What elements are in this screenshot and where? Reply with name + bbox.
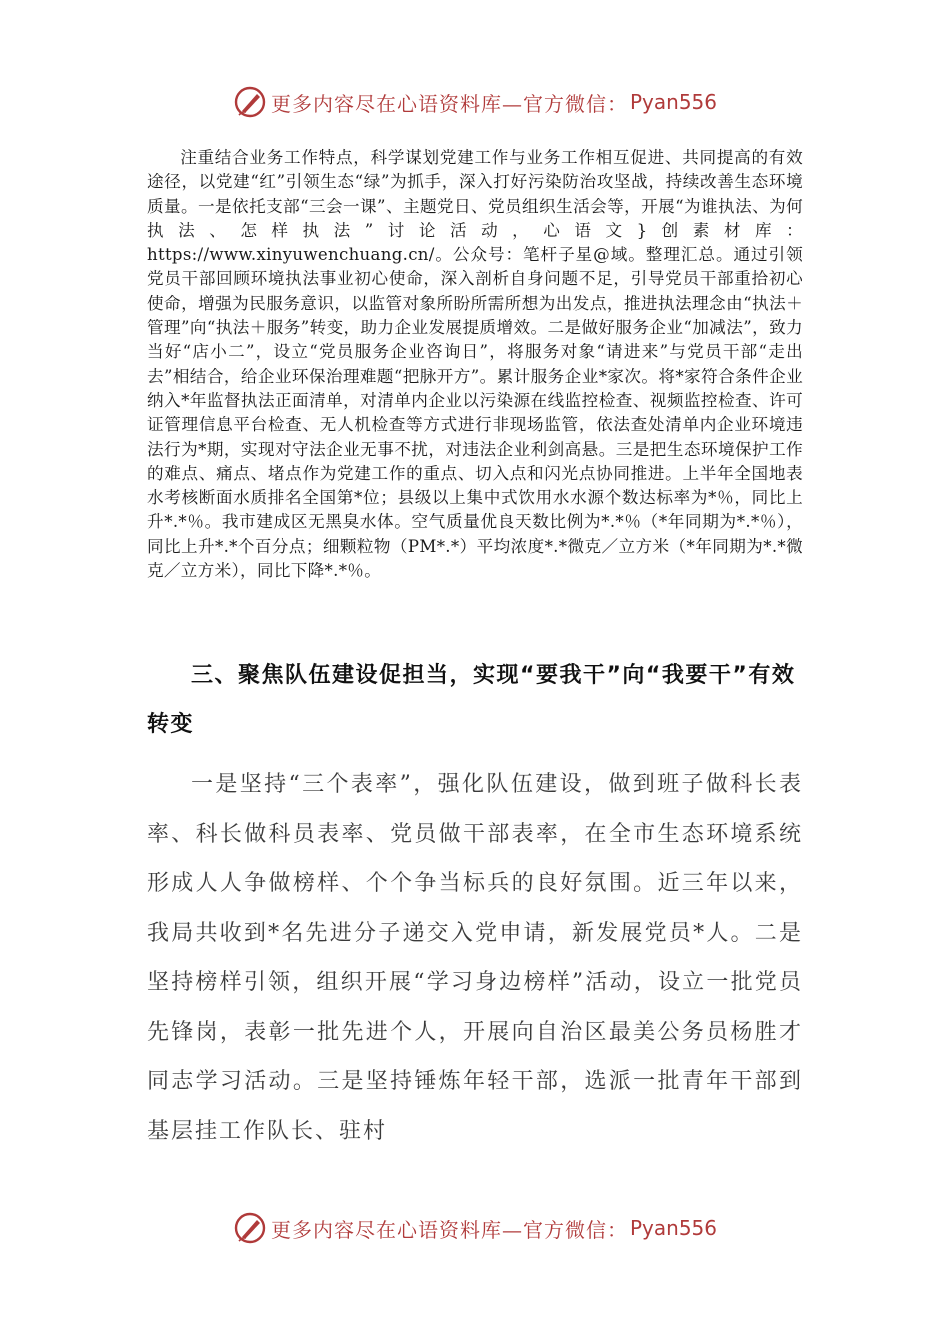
- section-heading: 三、聚焦队伍建设促担当，实现“要我干”向“我要干”有效转变: [147, 663, 796, 737]
- quill-pen-circle-icon: [233, 1211, 267, 1245]
- footer-wechat-id: Pyan556: [629, 1216, 717, 1240]
- header-wechat-id: Pyan556: [629, 90, 717, 114]
- footer-banner: [0, 1208, 950, 1248]
- section-paragraph: 一是坚持“三个表率”，强化队伍建设，做到班子做科长表率、科长做科员表率、党员做干部表率，在全市生态环境系统形成人人争做榜样、个个争当标兵的良好氛围。近三年以来，我局共收到*名先进分子递交入党申请，新发展党员*人。二是坚持榜样引领，组织开展“学习身边榜样”活动，设立一批党员先锋岗，表彰一批先进个人，开展向自治区最美公务员杨胜才同志学习活动。三是坚持锤炼年轻干部，选派一批青年干部到基层挂工作队长、驻村: [147, 772, 803, 1144]
- header-banner: [0, 82, 950, 122]
- quill-pen-circle-icon: [233, 85, 267, 119]
- header-slogan: 更多内容尽在心语资料库—官方微信：: [270, 91, 628, 116]
- body-paragraph: 注重结合业务工作特点，科学谋划党建工作与业务工作相互促进、共同提高的有效途径，以党建“红”引领生态“绿”为抓手，深入打好污染防治攻坚战，持续改善生态环境质量。一是依托支部“三会一课”、主题党日、党员组织生活会等，开展“为谁执法、为何执法、怎样执法”讨论活动，心语文}创素材库：https://www.xinyuwenchuang.cn/。公众号：笔杆子星@域。整理汇总。通过引领党员干部回顾环境执法事业初心使命，深入剖析自身问题不足，引导党员干部重拾初心使命，增强为民服务意识，以监管对象所盼所需所想为出发点，推进执法理念由“执法＋管理”向“执法＋服务”转变，助力企业发展提质增效。二是做好服务企业“加减法”，致力当好“店小二”，设立“党员服务企业咨询日”，将服务对象“请进来”与党员干部“走出去”相结合，给企业环保治理难题“把脉开方”。累计服务企业*家次。将*家符合条件企业纳入*年监督执法正面清单，对清单内企业以污染源在线监控检查、视频监控检查、许可证管理信息平台检查、无人机检查等方式进行非现场监管，依法查处清单内企业环境违法行为*期，实现对守法企业无事不扰，对违法企业利剑高悬。三是把生态环境保护工作的难点、痛点、堵点作为党建工作的重点、切入点和闪光点协同推进。上半年全国地表水考核断面水质排名全国第*位；县级以上集中式饮用水水源个数达标率为*％，同比上升*.*％。我市建成区无黑臭水体。空气质量优良天数比例为*.*％（*年同期为*.*％），同比上升*.*个百分点；细颗粒物（PM*.*）平均浓度*.*微克／立方米（*年同期为*.*微克／立方米），同比下降*.*％。: [147, 148, 803, 581]
- footer-slogan: 更多内容尽在心语资料库—官方微信：: [270, 1217, 628, 1242]
